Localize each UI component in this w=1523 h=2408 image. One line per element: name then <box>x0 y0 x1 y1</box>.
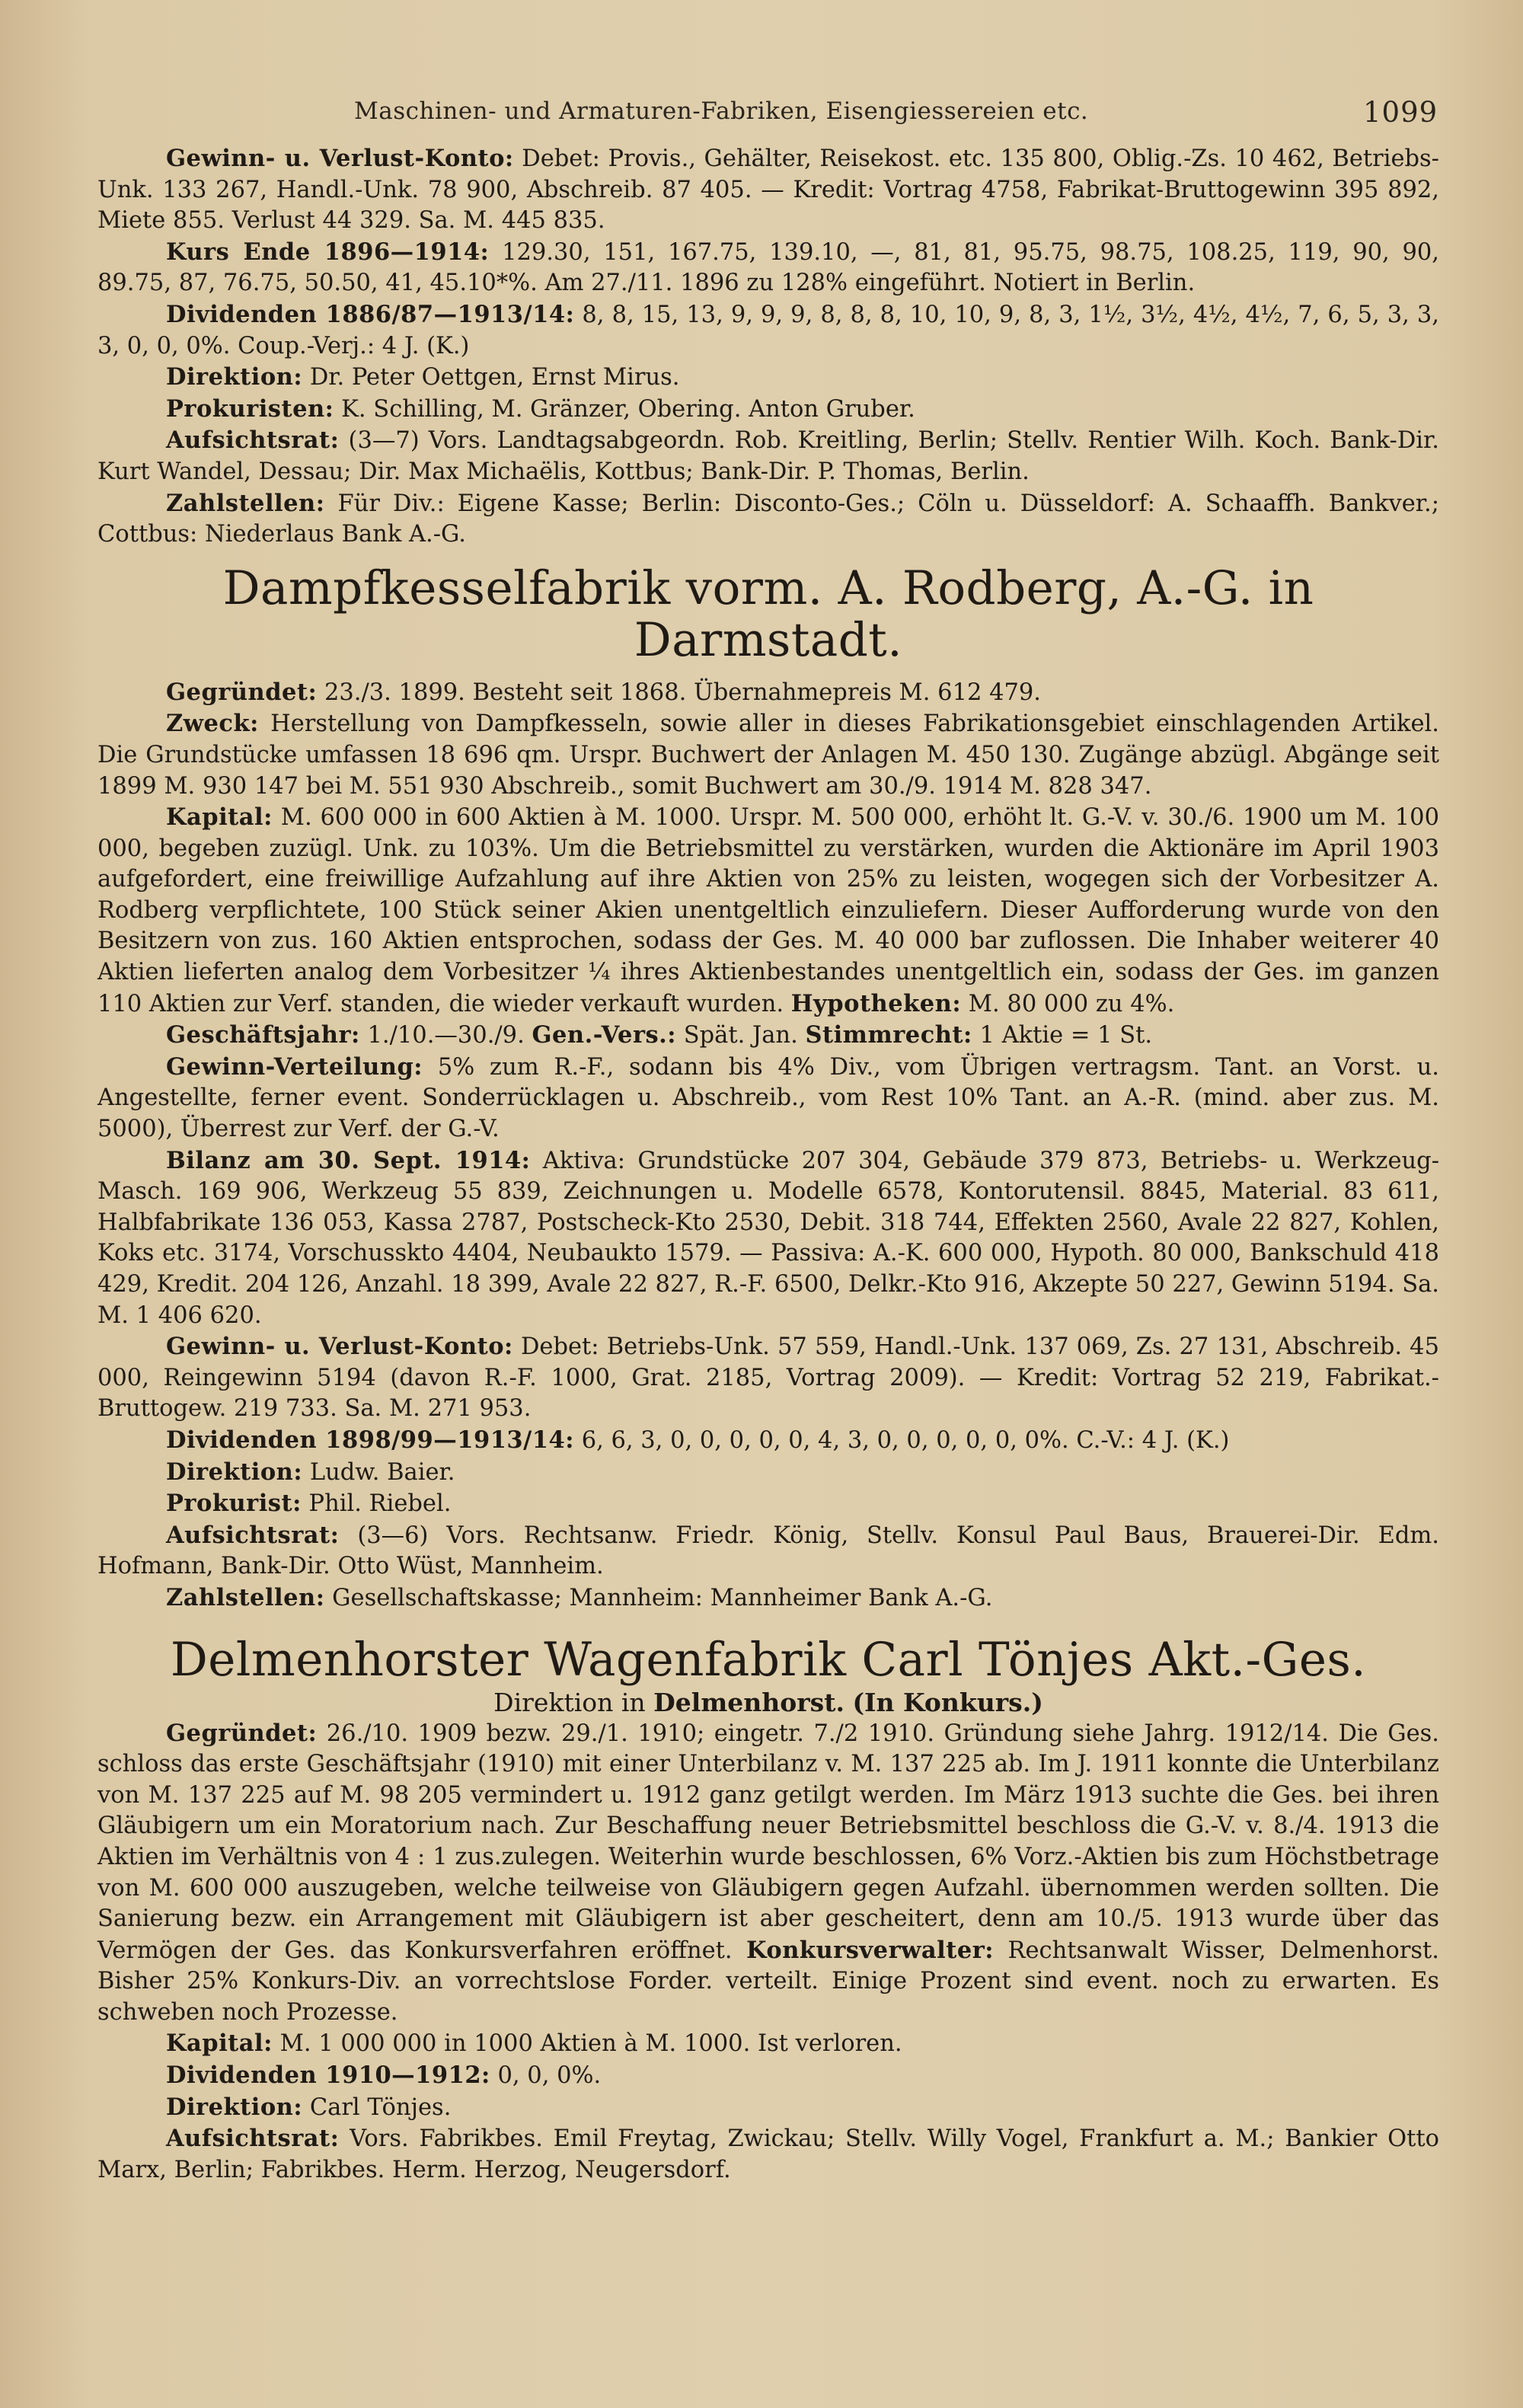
supervisory-board: Aufsichtsrat: (3—7) Vors. Landtagsabgeordn. Rob. Kreitling, Berlin; Stellv. Rentier Wilh. Koch. Bank-Dir. Kurt Wandel, Dessau; Dir. Max Michaëlis, Kottbus; Bank-Dir. P. Thomas, Berlin. <box>97 426 1439 485</box>
dividends-history: Dividenden 1898/99—1913/14: 6, 6, 3, 0, 0, 0, 0, 0, 4, 3, 0, 0, 0, 0, 0, 0%. C.-V.: 4 J. (K.) <box>166 1426 1230 1454</box>
founded: Gegründet: 23./3. 1899. Besteht seit 1868. Übernahmepreis M. 612 479. <box>166 678 1042 706</box>
founded-history: Gegründet: 26./10. 1909 bezw. 29./1. 1910; eingetr. 7./2 1910. Gründung siehe Jahrg. 1912/14. Die Ges. schloss das erste Geschäftsjahr (1910) mit einer Unterbilanz v. M. 137 225 ab. Im J. 1911 konnte die Unterbilanz von M. 137 225 auf M. 98 205 vermindert u. 1912 ganz getilgt werden. Im März 1913 suchte die Ges. bei ihren Gläubigern um ein Moratorium nach. Zur Beschaffung neuer Betriebsmittel beschloss die G.-V. v. 8./4. 1913 die Aktien im Verhältnis von 4 : 1 zus.zulegen. Weiterhin wurde beschlossen, 6% Vorz.-Aktien bis zum Höchstbetrage von M. 600 000 auszugeben, welche teilweise von Gläubigern gegen Aufzahl. übernommen werden sollten. Die Sanierung bezw. ein Arrangement mit Gläubigern ist aber gescheitert, denn am 10./5. 1913 wurde über das Vermögen der Ges. das Konkursverfahren eröffnet. Konkursverwalter: Rechtsanwalt Wisser, Delmenhorst. Bisher 25% Konkurs-Div. an vorrechtslose Forder. verteilt. Einige Prozent sind event. noch zu erwarten. Es schweben noch Prozesse. <box>97 1719 1439 2026</box>
profit-distribution: Gewinn-Verteilung: 5% zum R.-F., sodann bis 4% Div., vom Übrigen vertragsm. Tant. an Vorst. u. Angestellte, ferner event. Sonderrücklagen u. Abschreib., vom Rest 10% Tant. an A.-R. (mind. aber zus. M. 5000), Überrest zur Verf. der G.-V. <box>97 1052 1439 1143</box>
supervisory-board: Aufsichtsrat: Vors. Fabrikbes. Emil Freytag, Zwickau; Stellv. Willy Vogel, Frankfurt a. M.; Bankier Otto Marx, Berlin; Fabrikbes. Herm. Herzog, Neugersdorf. <box>97 2125 1439 2183</box>
purpose: Zweck: Herstellung von Dampfkesseln, sowie aller in dieses Fabrikationsgebiet einschlagenden Artikel. Die Grundstücke umfassen 18 696 qm. Urspr. Buchwert der Anlagen M. 450 130. Zugänge abzügl. Abgänge seit 1899 M. 930 147 bei M. 551 930 Abschreib., somit Buchwert am 30./9. 1914 M. 828 347. <box>97 710 1439 800</box>
management: Direktion: Ludw. Baier. <box>166 1458 455 1486</box>
authorized-signatories: Prokuristen: K. Schilling, M. Gränzer, Obering. Anton Gruber. <box>166 394 915 423</box>
running-head <box>0 97 1523 134</box>
paying-agents: Zahlstellen: Für Div.: Eigene Kasse; Berlin: Disconto-Ges.; Cöln u. Düsseldorf: A. Schaaffh. Bankver.; Cottbus: Niederlaus Bank A.-G. <box>97 489 1439 548</box>
previous-company-continuation <box>97 143 1439 551</box>
share-price-history: Kurs Ende 1896—1914: 129.30, 151, 167.75, 139.10, —, 81, 81, 95.75, 98.75, 108.25, 119, 90, 90, 89.75, 87, 76.75, 50.50, 41, 45.10*%. Am 27./11. 1896 zu 128% eingeführt. Notiert in Berlin. <box>97 238 1439 297</box>
supervisory-board: Aufsichtsrat: (3—6) Vors. Rechtsanw. Friedr. König, Stellv. Konsul Paul Baus, Brauerei-Dir. Edm. Hofmann, Bank-Dir. Otto Wüst, Mannheim. <box>97 1521 1439 1580</box>
company-entry-delmenhorst <box>97 1634 1439 2186</box>
capital: Kapital: M. 1 000 000 in 1000 Aktien à M. 1000. Ist verloren. <box>166 2030 902 2058</box>
company-subheading: Direktion in Delmenhorst. (In Konkurs.) <box>493 1687 1043 1717</box>
page-number: 1099 <box>1363 96 1438 129</box>
paying-agents: Zahlstellen: Gesellschaftskasse; Mannheim: Mannheimer Bank A.-G. <box>166 1583 993 1611</box>
management: Direktion: Dr. Peter Oettgen, Ernst Mirus. <box>166 363 680 391</box>
fiscal-year-meeting-voting: Geschäftsjahr: 1./10.—30./9. Gen.-Vers.: Spät. Jan. Stimmrecht: 1 Aktie = 1 St. <box>166 1021 1153 1049</box>
company-heading: Dampfkesselfabrik vorm. A. Rodberg, A.-G. in Darmstadt. <box>222 560 1314 667</box>
profit-loss-account: Gewinn- u. Verlust-Konto: Debet: Provis., Gehälter, Reisekost. etc. 135 800, Oblig.-Zs. 10 462, Betriebs-Unk. 133 267, Handl.-Unk. 78 900, Abschreib. 87 405. — Kredit: Vortrag 4758, Fabrikat-Bruttogewinn 395 892, Miete 855. Verlust 44 329. Sa. M. 445 835. <box>97 145 1439 235</box>
company-entry-rodberg <box>97 560 1440 1614</box>
company-heading: Delmenhorster Wagenfabrik Carl Tönjes Akt.-Ges. <box>170 1632 1367 1687</box>
balance-sheet: Bilanz am 30. Sept. 1914: Aktiva: Grundstücke 207 304, Gebäude 379 873, Betriebs- u. Werkzeug-Masch. 169 906, Werkzeug 55 839, Zeichnungen u. Modelle 6578, Kontorutensil. 8845, Material. 83 611, Halbfabrikate 136 053, Kassa 2787, Postscheck-Kto 2530, Debit. 318 744, Effekten 2560, Avale 22 827, Kohlen, Koks etc. 3174, Vorschusskto 4404, Neubaukto 1579. — Passiva: A.-K. 600 000, Hypoth. 80 000, Bankschuld 418 429, Kredit. 204 126, Anzahl. 18 399, Avale 22 827, R.-F. 6500, Delkr.-Kto 916, Akzepte 50 227, Gewinn 5194. Sa. M. 1 406 620. <box>97 1146 1440 1329</box>
running-head-title: Maschinen- und Armaturen-Fabriken, Eisengiessereien etc. <box>354 97 1089 125</box>
page-body <box>97 143 1439 2186</box>
management: Direktion: Carl Tönjes. <box>166 2093 452 2121</box>
dividends-history: Dividenden 1910—1912: 0, 0, 0%. <box>166 2061 602 2090</box>
authorized-signatory: Prokurist: Phil. Riebel. <box>166 1490 452 1518</box>
capital: Kapital: M. 600 000 in 600 Aktien à M. 1000. Urspr. M. 500 000, erhöht lt. G.-V. v. 30./6. 1900 um M. 100 000, begeben zuzügl. Unk. zu 103%. Um die Betriebsmittel zu verstärken, wurden die Aktionäre im April 1903 aufgefordert, eine freiwillige Aufzahlung auf ihre Aktien von 25% zu leisten, wogegen sich der Vorbesitzer A. Rodberg verpflichtete, 100 Stück seiner Akien unentgeltlich einzuliefern. Dieser Aufforderung wurde von den Besitzern von zus. 160 Aktien entsprochen, sodass der Ges. M. 40 000 bar zuflossen. Die Inhaber weiterer 40 Aktien lieferten analog dem Vorbesitzer ¼ ihres Aktienbestandes unentgeltlich ein, sodass der Ges. im ganzen 110 Aktien zur Verf. standen, die wieder verkauft wurden. Hypotheken: M. 80 000 zu 4%. <box>97 803 1439 1017</box>
profit-loss-account: Gewinn- u. Verlust-Konto: Debet: Betriebs-Unk. 57 559, Handl.-Unk. 137 069, Zs. 27 131, Abschreib. 45 000, Reingewinn 5194 (davon R.-F. 1000, Grat. 2185, Vortrag 2009). — Kredit: Vortrag 52 219, Fabrikat.-Bruttogew. 219 733. Sa. M. 271 953. <box>97 1333 1439 1423</box>
dividends-history: Dividenden 1886/87—1913/14: 8, 8, 15, 13, 9, 9, 9, 8, 8, 8, 10, 10, 9, 8, 3, 1½, 3½, 4½, 4½, 7, 6, 5, 3, 3, 3, 0, 0, 0%. Coup.-Verj.: 4 J. (K.) <box>97 300 1439 359</box>
